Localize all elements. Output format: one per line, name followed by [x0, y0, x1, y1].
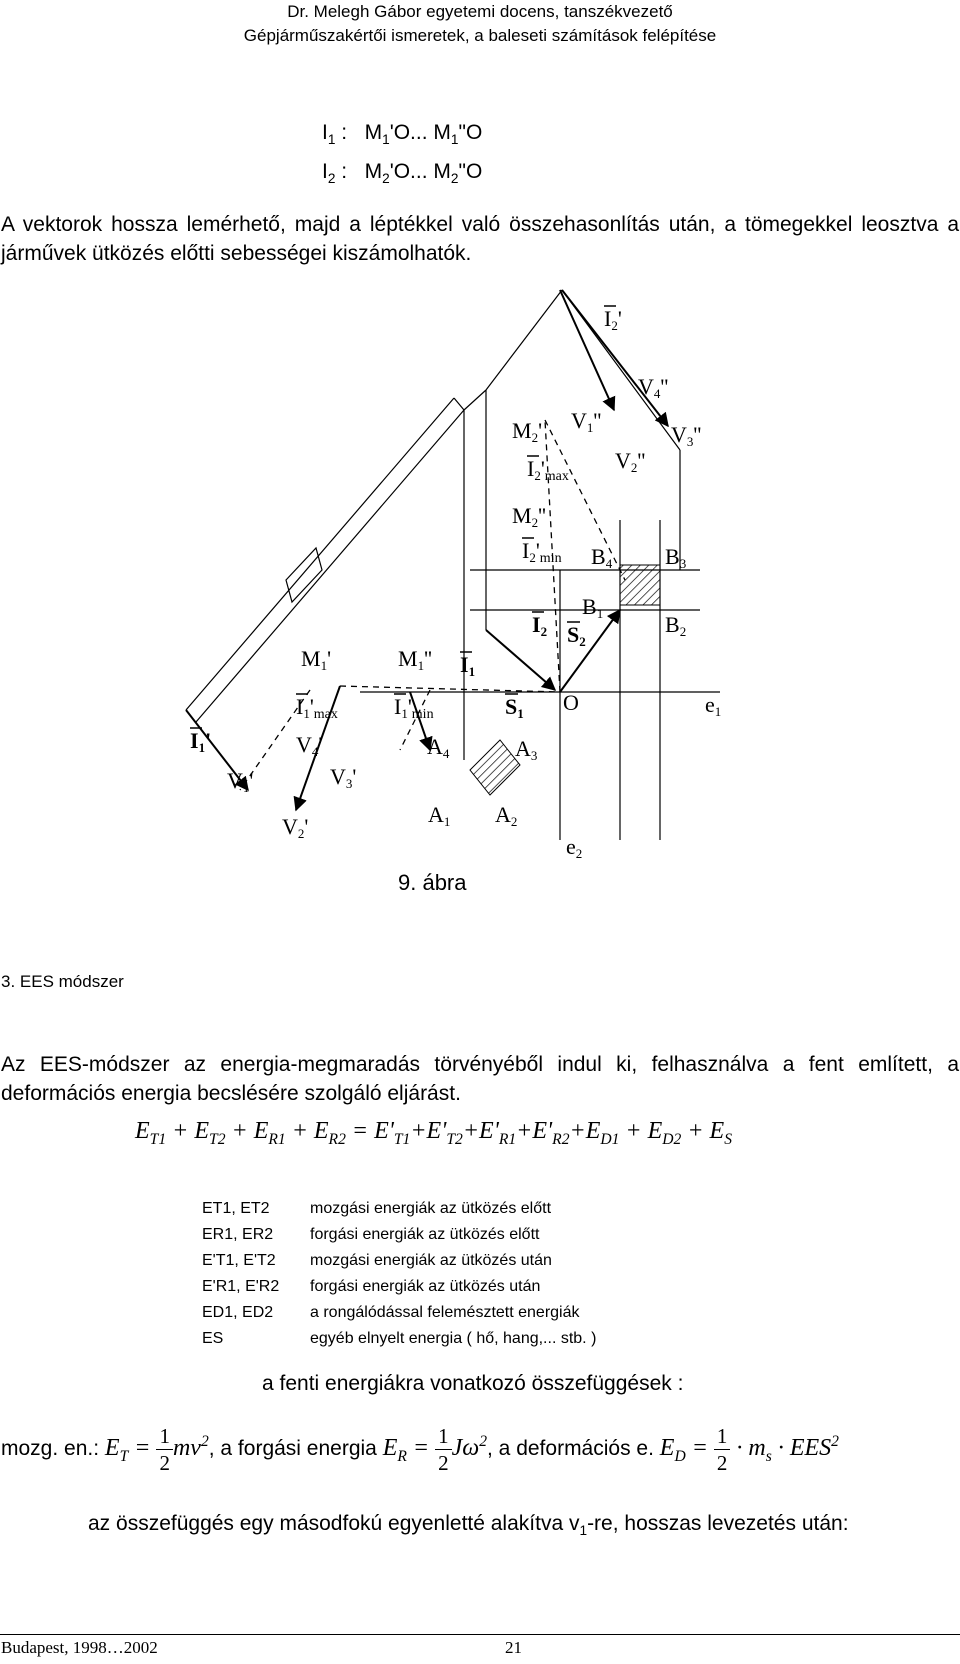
energy-balance-equation: $E_{T1} + E_{T2} + E_{R1} + E_{R2} = E'_{T1}+E'_{T2}+E'_{R1}+E'_{R2}+E_{D1} + E_{D2} + E_S$ — [135, 1118, 732, 1148]
label-e1: e1 — [705, 692, 722, 719]
impulse-line-1: $I_1$ : $M_1'O$... $M_1"O$ — [322, 121, 483, 148]
label-b4: B4 — [591, 544, 613, 571]
label-i2p: I2' — [604, 306, 622, 333]
label-v2p: V2' — [282, 814, 309, 841]
vector-s1 — [486, 630, 555, 690]
legend-description: mozgási energiák az ütközés előtt — [310, 1200, 552, 1217]
label-b1: B1 — [582, 594, 604, 621]
label-v3pp: V3'' — [671, 422, 702, 449]
vector-v3pp — [562, 290, 668, 426]
label-i1p: I1' — [190, 728, 212, 755]
figure-caption: 9. ábra — [398, 870, 467, 895]
contact-area-a — [470, 740, 520, 795]
formulas-line: mozg. en.: $E_T$ = $\frac{1}{2}$ $mv^2$, a forgási energia $E_R$ = $\frac{1}{2}$ $J\omega^2$, a deformációs e. $E_D$ = $\frac{1}{2}$ · $m_s \cdot EES^2$ — [1, 1423, 839, 1475]
label-a2: A2 — [495, 802, 518, 829]
label-m2p: M2' — [512, 418, 543, 445]
closing-sentence: az összefüggés egy másodfokú egyenletté alakítva $v_1-re$, hosszas levezetés után: — [88, 1512, 849, 1539]
header-line-2: Gépjárműszakértői ismeretek, a baleseti számítások felépítése — [243, 26, 717, 45]
footer-left: Budapest, 1998…2002 — [1, 1638, 158, 1657]
label-v4pp: V4'' — [638, 374, 669, 401]
section-heading: 3. EES módszer — [1, 972, 124, 991]
label-o: O — [563, 690, 579, 715]
legend-description: mozgási energiák az ütközés után — [310, 1252, 552, 1269]
label-i2: I2 — [532, 612, 548, 639]
vehicle1-left-edge-inner — [196, 410, 464, 722]
label-i1pmin: I1'min — [394, 694, 434, 722]
label-v1pp: V1'' — [571, 408, 602, 435]
vehicle1-top-join — [464, 390, 486, 410]
legend-symbol: ER1, ER2 — [202, 1226, 274, 1243]
legend-symbol: E'T1, E'T2 — [202, 1252, 276, 1269]
i1-dashed — [340, 686, 560, 692]
fraction-half-1: $\frac{1}{2}$ — [156, 1423, 173, 1476]
label-a4: A4 — [427, 734, 450, 761]
figure-9 — [0, 280, 960, 900]
label-m1p: M1' — [301, 646, 332, 673]
label-i1: I1 — [460, 652, 476, 679]
impulse-line-2: $I_2$ : $M_2'O$... $M_2"O$ — [322, 160, 483, 187]
label-e2: e2 — [566, 834, 583, 861]
legend-description: egyéb elnyelt energia ( hő, hang,... stb. ) — [310, 1330, 597, 1347]
label-i2pmax: I2'max — [527, 456, 569, 484]
legend-description: forgási energiák az ütközés után — [310, 1278, 541, 1295]
label-m1pp: M1'' — [398, 646, 432, 673]
label-a3: A3 — [515, 736, 538, 763]
vehicle1-mirror — [286, 548, 322, 602]
footer-rule — [0, 1634, 960, 1635]
fraction-half-3: $\frac{1}{2}$ — [714, 1423, 731, 1476]
fraction-half-2: $\frac{1}{2}$ — [435, 1423, 452, 1476]
label-v4p: V4' — [296, 732, 323, 759]
contact-area-b — [620, 565, 660, 605]
label-s1: S1 — [505, 694, 524, 721]
label-i1pmax: I1'max — [296, 694, 338, 722]
formulas-heading: a fenti energiákra vonatkozó összefüggések : — [262, 1372, 684, 1395]
legend-symbol: ET1, ET2 — [202, 1200, 270, 1217]
label-m2pp: M2'' — [512, 503, 546, 530]
legend-description: a rongálódással felemésztett energiák — [310, 1304, 580, 1321]
vehicle1-top-edge — [454, 398, 464, 410]
label-v3p: V3' — [330, 764, 357, 791]
label-v1p: V1' — [227, 768, 254, 795]
header-line-1: Dr. Melegh Gábor egyetemi docens, tanszékvezető — [287, 2, 673, 21]
paragraph-ees: Az EES-módszer az energia-megmaradás törvényéből indul ki, felhasználva a fent említett, a deformációs energia becslésére szolgáló eljárást. — [1, 1053, 959, 1105]
label-i2pmin: I2'min — [522, 538, 562, 566]
label-s2: S2 — [567, 622, 586, 649]
legend-description: forgási energiák az ütközés előtt — [310, 1226, 540, 1243]
vehicle2-edge — [486, 290, 562, 390]
label-b3: B3 — [665, 544, 687, 571]
legend-symbol: ES — [202, 1330, 224, 1347]
label-a1: A1 — [428, 802, 451, 829]
paragraph-vectors: A vektorok hossza lemérhető, majd a léptékkel való összehasonlítás után, a tömegekkel leosztva a járművek ütközés előtti sebességei kiszámolhatók. — [1, 213, 959, 265]
label-v2pp: V2'' — [615, 448, 646, 475]
label-b2: B2 — [665, 612, 687, 639]
legend-symbol: E'R1, E'R2 — [202, 1278, 280, 1295]
legend-symbol: ED1, ED2 — [202, 1304, 274, 1321]
page-number: 21 — [505, 1638, 522, 1657]
